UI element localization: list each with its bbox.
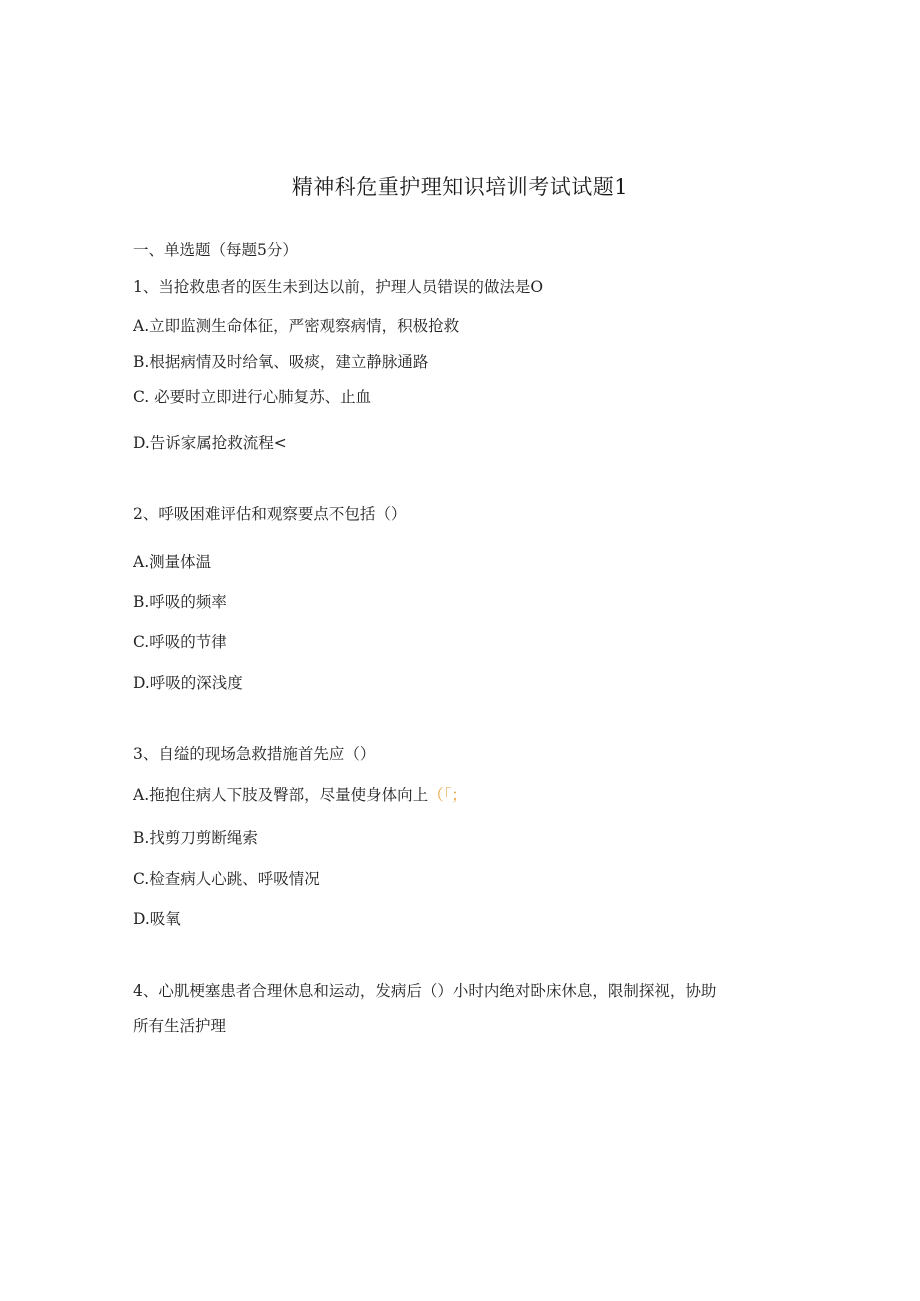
- question-3-option-a-text: A.拖抱住病人下肢及臀部，尽量使身体向上: [133, 786, 429, 804]
- question-2-option-b: B.呼吸的频率: [133, 593, 227, 611]
- question-2-stem: 2、呼吸困难评估和观察要点不包括（）: [133, 505, 407, 523]
- question-4-stem-line2: 所有生活护理: [133, 1017, 227, 1035]
- question-3-stem: 3、自缢的现场急救措施首先应（）: [133, 745, 376, 763]
- question-1-option-c: C. 必要时立即进行心肺复苏、止血: [133, 388, 372, 406]
- question-1-option-b: B.根据病情及时给氧、吸痰，建立静脉通路: [133, 353, 429, 371]
- question-2-option-d: D.呼吸的深浅度: [133, 674, 243, 692]
- page-title: 精神科危重护理知识培训考试试题1: [291, 175, 629, 199]
- question-1-option-d: D.告诉家属抢救流程<: [133, 434, 287, 452]
- question-3-option-c: C.检查病人心跳、呼吸情况: [133, 870, 320, 888]
- question-1-option-a: A.立即监测生命体征，严密观察病情，积极抢救: [133, 317, 460, 335]
- section-heading: 一、单选题（每题5分）: [133, 241, 298, 259]
- question-3-option-b: B.找剪刀剪断绳索: [133, 829, 258, 847]
- highlight-mark: （「；: [428, 786, 467, 804]
- question-3-option-a: [133, 784, 467, 806]
- question-4-stem-line1: 4、心肌梗塞患者合理休息和运动，发病后（）小时内绝对卧床休息，限制探视，协助: [133, 982, 717, 1000]
- question-1-stem: 1、当抢救患者的医生未到达以前，护理人员错误的做法是O: [133, 278, 544, 296]
- question-3-option-d: D.吸氧: [133, 910, 181, 928]
- question-2-option-c: C.呼吸的节律: [133, 633, 227, 651]
- question-2-option-a: A.测量体温: [133, 553, 212, 571]
